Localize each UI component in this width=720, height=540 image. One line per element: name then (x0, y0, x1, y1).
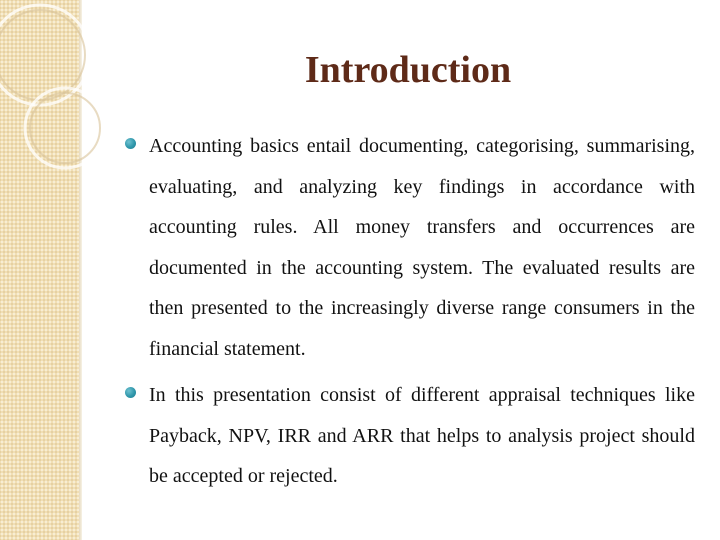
bullet-dot-icon (125, 138, 136, 149)
decorative-ring-large-shade (0, 10, 85, 100)
bullet-list (149, 126, 695, 503)
bullet-item-appraisal-techniques (149, 375, 695, 497)
decorative-ring-small-shade (30, 93, 100, 163)
slide-title: Introduction (304, 49, 512, 91)
bullet-dot-icon (125, 387, 136, 398)
bullet-text: In this presentation consist of different appraisal techniques like Payback, NPV, IRR and ARR that helps to analysis project should be accepted or rejected. (149, 384, 695, 487)
bullet-item-accounting-basics (149, 126, 695, 369)
bullet-text: Accounting basics entail documenting, categorising, summarising, evaluating, and analyzing key findings in accordance with accounting rules. All money transfers and occurrences are documented in the accounting system. The evaluated results are then presented to the increasingly diverse range consumers in the financial statement. (149, 135, 695, 360)
decorative-rings (0, 0, 140, 200)
